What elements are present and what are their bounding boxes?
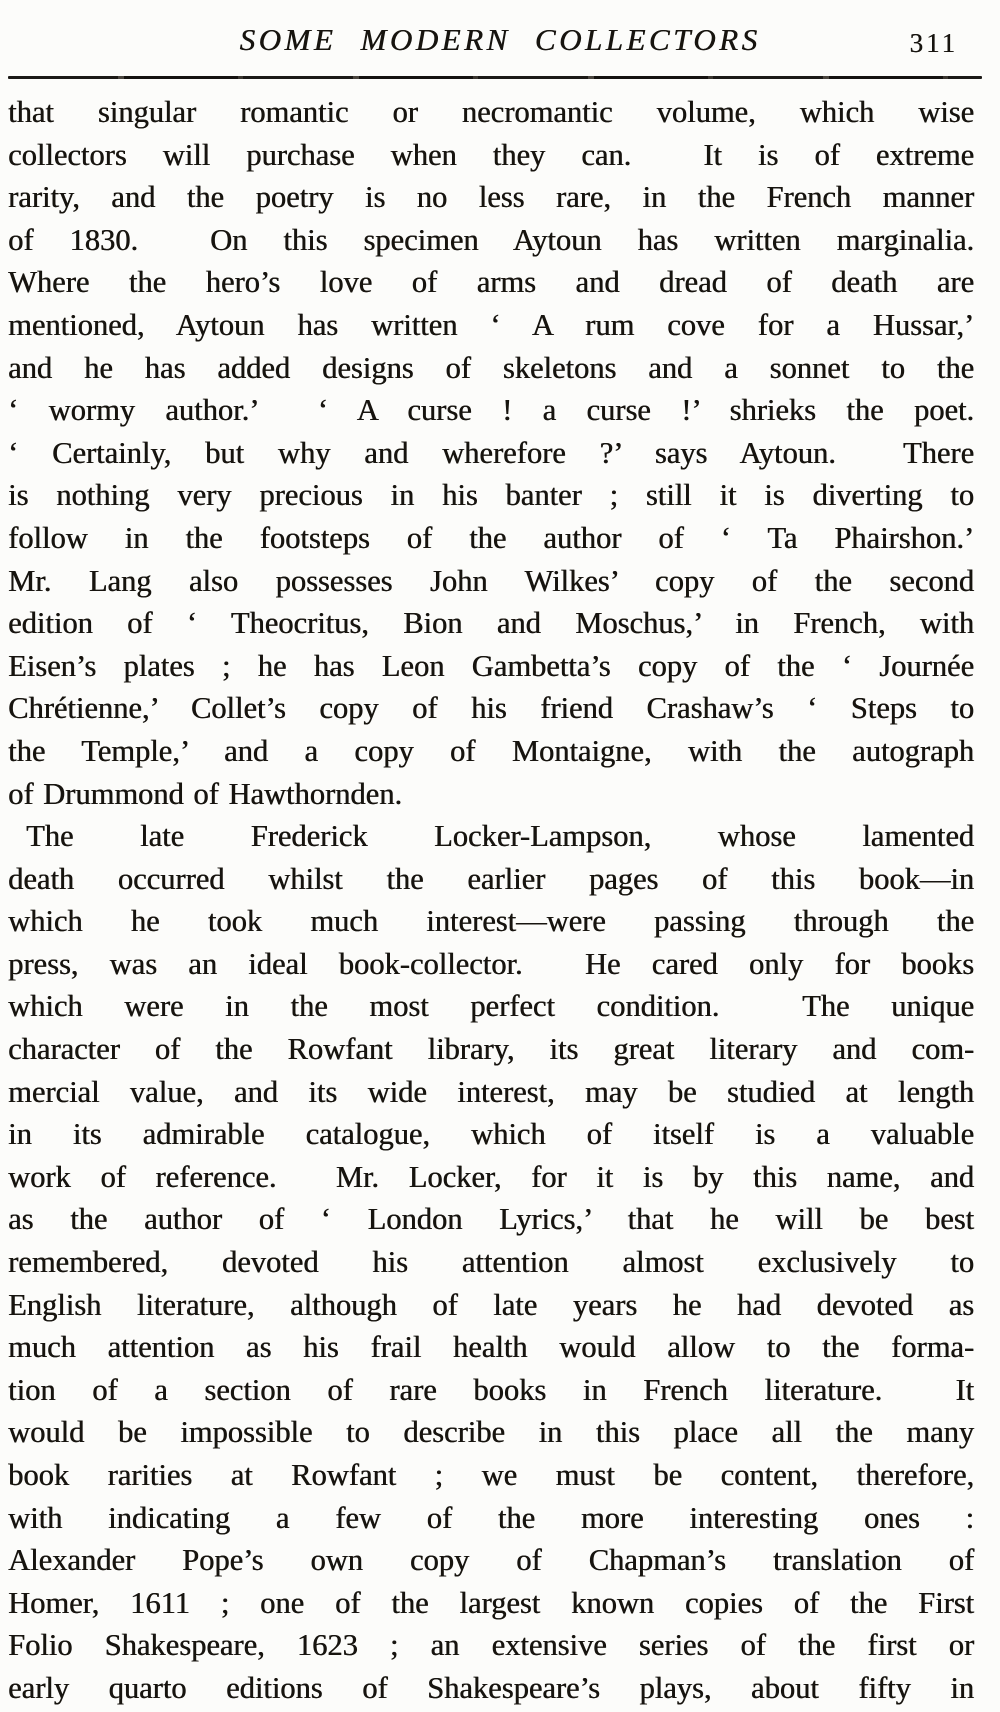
page-number: 311 — [909, 28, 958, 58]
text-line: English literature, although of late years he had devoted as — [8, 1287, 974, 1322]
text-line: Where the hero’s love of arms and dread of death are — [8, 265, 974, 300]
text-line: would be impossible to describe in this place all the many — [8, 1415, 974, 1450]
text-line: much attention as his frail health would allow to the forma- — [8, 1330, 974, 1365]
paragraph — [8, 815, 974, 1709]
text-line: Mr. Lang also possesses John Wilkes’ copy of the second — [8, 563, 974, 598]
text-line: which he took much interest—were passing through the — [8, 904, 974, 939]
text-line: Eisen’s plates ; he has Leon Gambetta’s copy of the ‘ Journée — [8, 648, 974, 683]
header-rule — [8, 76, 982, 79]
text-line: death occurred whilst the earlier pages of this book—in — [8, 861, 974, 896]
page-body — [8, 91, 974, 1710]
text-line: collectors will purchase when they can. It is of extreme — [8, 137, 974, 172]
text-line: work of reference. Mr. Locker, for it is by this name, and — [8, 1159, 974, 1194]
text-line: is nothing very precious in his banter ; still it is diverting to — [8, 478, 974, 513]
text-line: character of the Rowfant library, its great literary and com- — [8, 1032, 974, 1067]
text-line: of Drummond of Hawthornden. — [8, 776, 402, 811]
text-line: ‘ wormy author.’ ‘ A curse ! a curse !’ shrieks the poet. — [8, 393, 974, 428]
text-line: with indicating a few of the more interesting ones : — [8, 1500, 974, 1535]
text-line: which were in the most perfect condition. The unique — [8, 989, 974, 1024]
text-line: tion of a section of rare books in French literature. It — [8, 1372, 974, 1407]
text-line: Homer, 1611 ; one of the largest known copies of the First — [8, 1585, 974, 1620]
text-line: The late Frederick Locker-Lampson, whose lamented — [26, 819, 974, 854]
text-line: that singular romantic or necromantic volume, which wise — [8, 95, 974, 129]
text-line: follow in the footsteps of the author of ‘ Ta Phairshon.’ — [8, 520, 974, 555]
text-line: Alexander Pope’s own copy of Chapman’s translation of — [8, 1543, 974, 1578]
text-line: mercial value, and its wide interest, may be studied at length — [8, 1074, 974, 1109]
text-line: ‘ Certainly, but why and wherefore ?’ says Aytoun. There — [8, 435, 974, 470]
text-line: press, was an ideal book-collector. He cared only for books — [8, 946, 974, 981]
text-line: edition of ‘ Theocritus, Bion and Moschus,’ in French, with — [8, 606, 974, 641]
text-line: as the author of ‘ London Lyrics,’ that he will be best — [8, 1202, 974, 1237]
text-line: Folio Shakespeare, 1623 ; an extensive series of the first or — [8, 1628, 974, 1663]
running-title: SOME MODERN COLLECTORS — [239, 22, 761, 57]
text-line: mentioned, Aytoun has written ‘ A rum cove for a Hussar,’ — [8, 307, 974, 342]
text-line: book rarities at Rowfant ; we must be content, therefore, — [8, 1458, 974, 1492]
text-line: rarity, and the poetry is no less rare, in the French manner — [8, 180, 974, 215]
paragraph — [8, 91, 974, 815]
text-line: of 1830. On this specimen Aytoun has written marginalia. — [8, 222, 974, 257]
text-line: early quarto editions of Shakespeare’s plays, about fifty in — [8, 1670, 974, 1705]
text-line: and he has added designs of skeletons and a sonnet to the — [8, 350, 974, 385]
page-header — [0, 0, 1000, 76]
text-line: remembered, devoted his attention almost exclusively to — [8, 1245, 974, 1280]
text-line: in its admirable catalogue, which of itself is a valuable — [8, 1117, 974, 1152]
text-line: Chrétienne,’ Collet’s copy of his friend Crashaw’s ‘ Steps to — [8, 691, 974, 726]
text-line: the Temple,’ and a copy of Montaigne, with the autograph — [8, 733, 974, 768]
